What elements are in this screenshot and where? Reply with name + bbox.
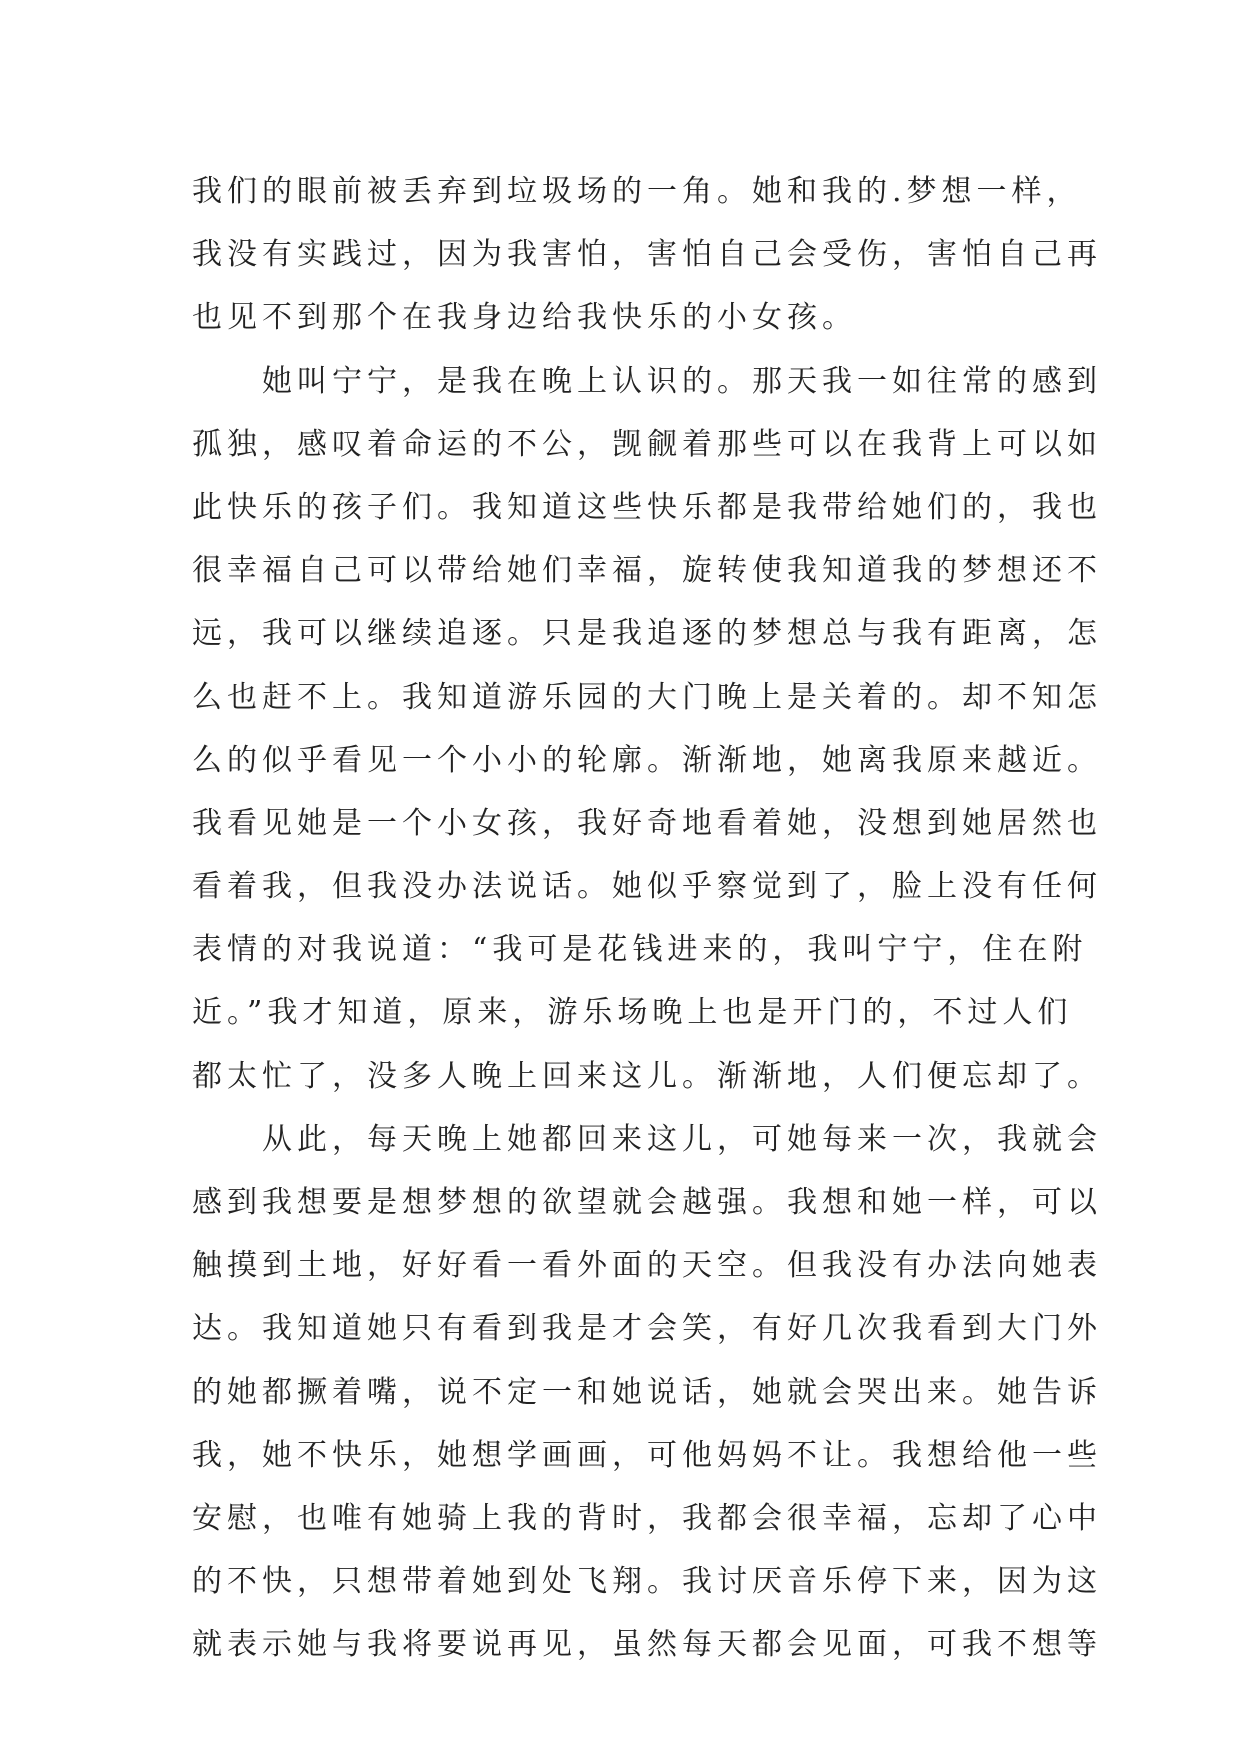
text-line: 表情的对我说道：“我可是花钱进来的，我叫宁宁，住在附 — [192, 932, 1088, 968]
text-line: 孤独，感叹着命运的不公，觊觎着那些可以在我背上可以如 — [192, 426, 1102, 462]
text-line: 我，她不快乐，她想学画画，可他妈妈不让。我想给他一些 — [192, 1437, 1102, 1473]
text-line: 很幸福自己可以带给她们幸福，旋转使我知道我的梦想还不 — [192, 553, 1102, 589]
text-line: 么也赶不上。我知道游乐园的大门晚上是关着的。却不知怎 — [192, 679, 1102, 715]
text-line: 看着我，但我没办法说话。她似乎察觉到了，脸上没有任何 — [192, 869, 1102, 905]
text-line: 我们的眼前被丢弃到垃圾场的一角。她和我的.梦想一样， — [192, 174, 1082, 209]
text-line: 的她都撅着嘴，说不定一和她说话，她就会哭出来。她告诉 — [192, 1374, 1102, 1410]
text-line: 触摸到土地，好好看一看外面的天空。但我没有办法向她表 — [192, 1248, 1102, 1284]
body-text — [192, 160, 1102, 1677]
text-line: 从此，每天晚上她都回来这儿，可她每来一次，我就会 — [192, 1121, 1102, 1157]
text-line: 近。”我才知道，原来，游乐场晚上也是开门的，不过人们 — [192, 995, 1073, 1031]
text-line: 就表示她与我将要说再见，虽然每天都会见面，可我不想等 — [192, 1627, 1102, 1663]
text-line: 此快乐的孩子们。我知道这些快乐都是我带给她们的，我也 — [192, 489, 1102, 525]
text-line: 达。我知道她只有看到我是才会笑，有好几次我看到大门外 — [192, 1311, 1102, 1347]
text-line: 安慰，也唯有她骑上我的背时，我都会很幸福，忘却了心中 — [192, 1500, 1102, 1536]
text-line: 远，我可以继续追逐。只是我追逐的梦想总与我有距离，怎 — [192, 616, 1102, 652]
text-line: 她叫宁宁，是我在晚上认识的。那天我一如往常的感到 — [192, 363, 1102, 399]
text-line: 我没有实践过，因为我害怕，害怕自己会受伤，害怕自己再 — [192, 237, 1102, 273]
text-line: 么的似乎看见一个小小的轮廓。渐渐地，她离我原来越近。 — [192, 742, 1102, 778]
text-line: 我看见她是一个小女孩，我好奇地看着她，没想到她居然也 — [192, 805, 1102, 841]
text-line: 都太忙了，没多人晚上回来这儿。渐渐地，人们便忘却了。 — [192, 1058, 1102, 1094]
text-line: 的不快，只想带着她到处飞翔。我讨厌音乐停下来，因为这 — [192, 1564, 1102, 1600]
text-line: 也见不到那个在我身边给我快乐的小女孩。 — [192, 300, 857, 336]
text-line: 感到我想要是想梦想的欲望就会越强。我想和她一样，可以 — [192, 1185, 1102, 1220]
